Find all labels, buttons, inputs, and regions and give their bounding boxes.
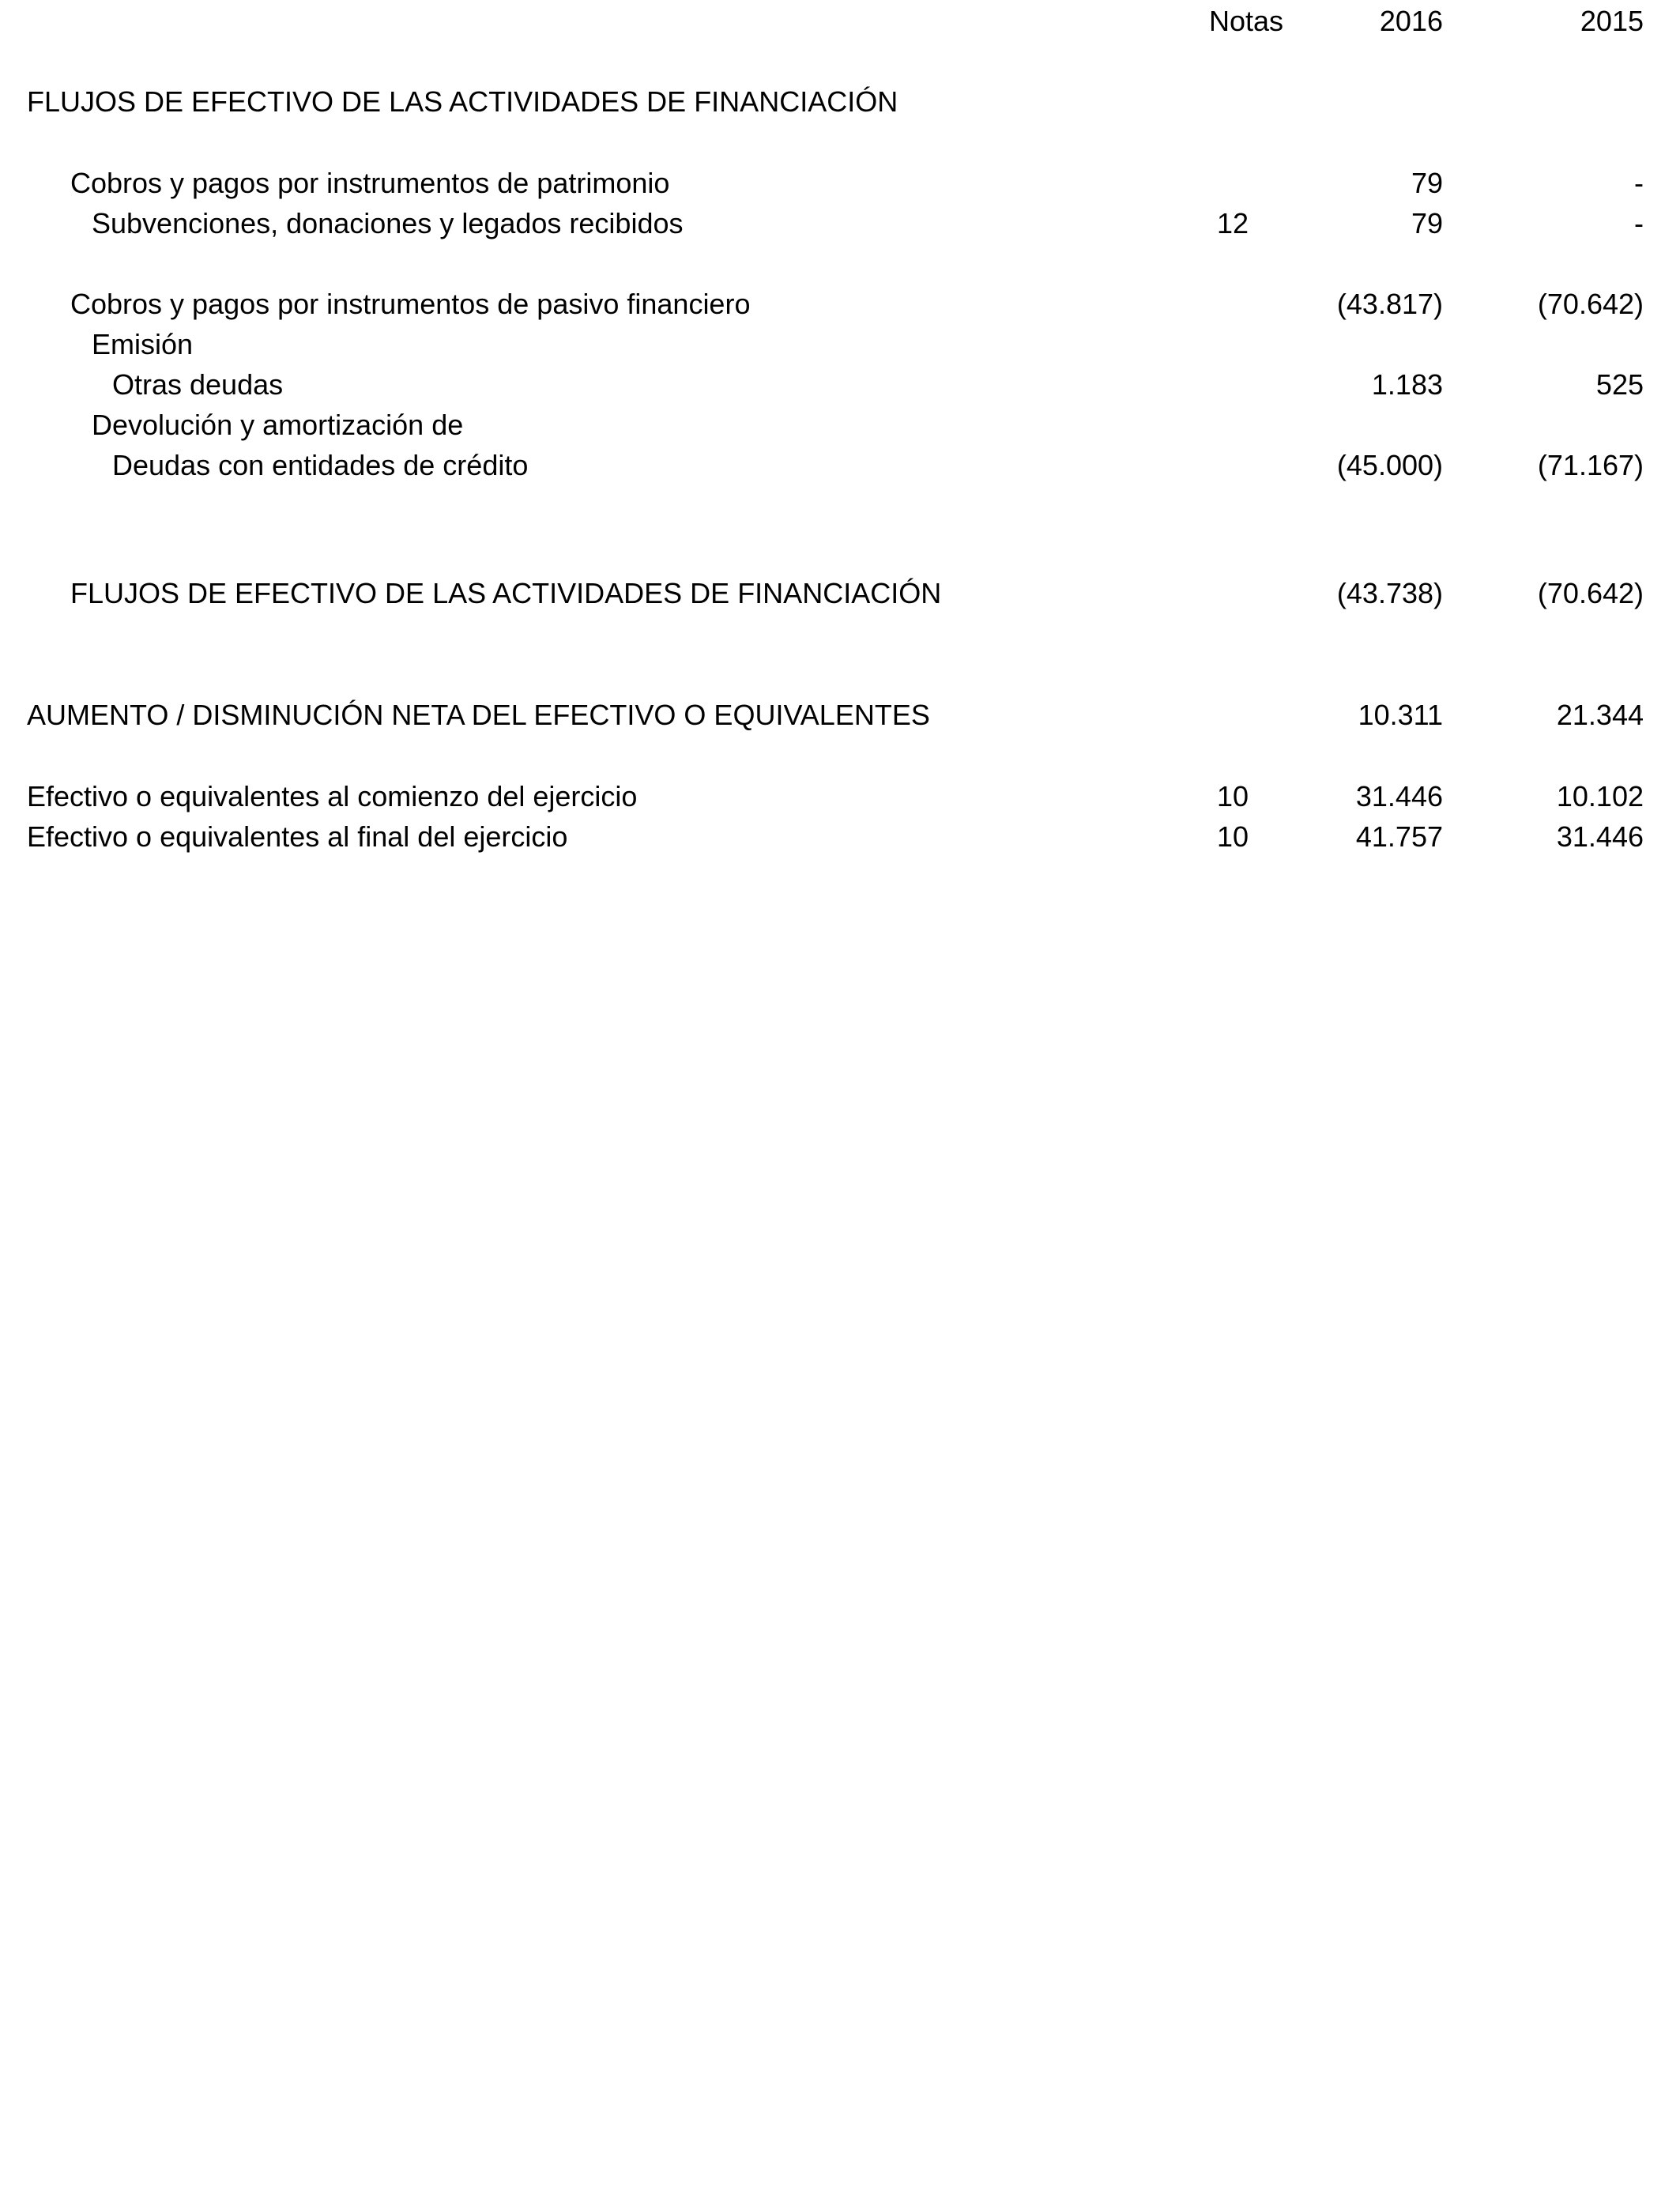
table-row bbox=[0, 777, 1680, 816]
row-label: Efectivo o equivalentes al final del ejercicio bbox=[27, 820, 568, 853]
value-2016: 79 bbox=[1411, 207, 1443, 239]
table-row bbox=[0, 365, 1680, 405]
subtotal-row bbox=[0, 574, 1680, 613]
value-2016: 31.446 bbox=[1355, 780, 1443, 812]
value-2016: (43.817) bbox=[1336, 288, 1443, 320]
row-label: Subvenciones, donaciones y legados recibidos bbox=[92, 207, 684, 239]
note-ref: 10 bbox=[1216, 780, 1249, 812]
row-label: Emisión bbox=[92, 328, 194, 360]
notas-header: Notas bbox=[1208, 5, 1283, 37]
column-header-row bbox=[0, 2, 1680, 41]
row-label: Deudas con entidades de crédito bbox=[112, 449, 529, 481]
table-row bbox=[0, 204, 1680, 243]
value-2015: - bbox=[1634, 207, 1644, 239]
value-2016: (45.000) bbox=[1336, 449, 1443, 481]
section-title-row bbox=[0, 82, 1680, 122]
section-title: FLUJOS DE EFECTIVO DE LAS ACTIVIDADES DE FINANCIACIÓN bbox=[27, 85, 898, 118]
value-2015: (71.167) bbox=[1537, 449, 1644, 481]
value-2015: 525 bbox=[1595, 368, 1644, 401]
note-ref: 12 bbox=[1216, 207, 1249, 239]
total-row bbox=[0, 696, 1680, 735]
table-row bbox=[0, 817, 1680, 857]
table-row bbox=[0, 446, 1680, 485]
value-2016: 1.183 bbox=[1371, 368, 1443, 401]
value-2015: (70.642) bbox=[1537, 288, 1644, 320]
table-row bbox=[0, 325, 1680, 364]
value-2015: 10.102 bbox=[1556, 780, 1644, 812]
value-2016: (43.738) bbox=[1336, 577, 1443, 609]
row-label: Otras deudas bbox=[112, 368, 284, 401]
row-label: Cobros y pagos por instrumentos de patrimonio bbox=[70, 167, 670, 199]
row-label: Cobros y pagos por instrumentos de pasivo financiero bbox=[70, 288, 751, 320]
row-label: Devolución y amortización de bbox=[92, 409, 464, 441]
value-2015: 31.446 bbox=[1556, 820, 1644, 853]
year-2016-header: 2016 bbox=[1379, 5, 1443, 37]
value-2016: 79 bbox=[1411, 167, 1443, 199]
value-2015: (70.642) bbox=[1537, 577, 1644, 609]
note-ref: 10 bbox=[1216, 820, 1249, 853]
table-row bbox=[0, 164, 1680, 203]
row-label: FLUJOS DE EFECTIVO DE LAS ACTIVIDADES DE FINANCIACIÓN bbox=[70, 577, 942, 609]
table-row bbox=[0, 405, 1680, 445]
table-row bbox=[0, 285, 1680, 324]
row-label: Efectivo o equivalentes al comienzo del ejercicio bbox=[27, 780, 638, 812]
year-2015-header: 2015 bbox=[1580, 5, 1644, 37]
value-2015: - bbox=[1634, 167, 1644, 199]
value-2016: 41.757 bbox=[1355, 820, 1443, 853]
value-2015: 21.344 bbox=[1556, 699, 1644, 731]
value-2016: 10.311 bbox=[1358, 699, 1443, 731]
row-label: AUMENTO / DISMINUCIÓN NETA DEL EFECTIVO O EQUIVALENTES bbox=[27, 699, 930, 731]
